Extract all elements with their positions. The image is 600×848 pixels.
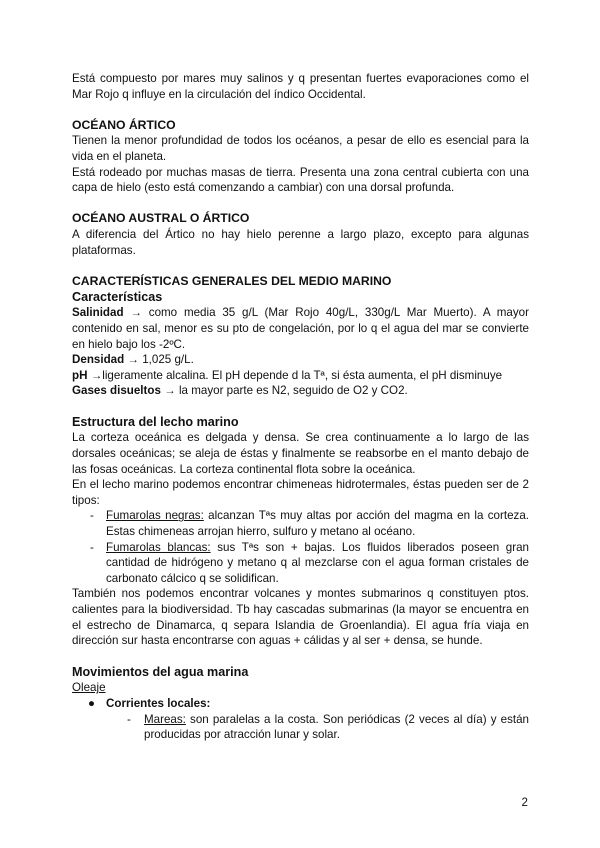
mareas-text: son paralelas a la costa. Son periódicas (2 veces al día) y están producidas por atracción lunar y solar. [144,712,529,742]
mareas-list [72,712,529,743]
oleaje-label: Oleaje [72,681,106,695]
list-item-fumarolas-blancas [72,540,529,587]
document-page [72,71,529,743]
fumarolas-negras-label: Fumarolas negras: [106,509,204,523]
salinidad-text: → como media 35 g/L (Mar Rojo 40g/L, 330g/L Mar Muerto). A mayor contenido en sal, menor es su pto de congelación, por lo q el agua del mar se convierte en hielo bajo los -2ºC. [72,306,529,351]
densidad-label: Densidad [72,353,125,367]
section-title-artico: OCÉANO ÁRTICO [72,117,176,132]
fumarolas-blancas-text: sus Tªs son + bajas. Los fluidos liberados poseen gran cantidad de hidrógeno y metano q al mezclarse con el agua forman cristales de carbonato cálcico q se solidifican. [106,540,530,585]
estructura-paragraph-3: También nos podemos encontrar volcanes y montes submarinos q constituyen ptos. calientes para la biodiversidad. Tb hay cascadas submarinas (la mayor se encuentra en el estrecho de Dinamarca, q separa Islandia de Groenlandia). El agua fría viaja en dirección sur hasta encontrarse con aguas + cálidas y al ser + densa, se hunde. [72,587,529,648]
bullet-icon: ● [88,696,96,710]
ph-label: pH [72,368,88,382]
artico-paragraph-2: Está rodeado por muchas masas de tierra. Presenta una zona central cubierta con una capa de hielo (esto está comenzando a cambiar) con una dorsal profunda. [72,165,529,195]
section-title-austral: OCÉANO AUSTRAL O ÁRTICO [72,211,250,226]
oleaje-subtitle [72,680,529,696]
section-title-caracteristicas: CARACTERÍSTICAS GENERALES DEL MEDIO MARINO [72,273,392,288]
densidad-paragraph [72,352,529,368]
dash-marker: - [90,540,94,554]
fumarolas-list [72,508,529,586]
ph-paragraph [72,368,529,384]
fumarolas-blancas-label: Fumarolas blancas: [106,540,211,554]
salinidad-paragraph [72,305,529,352]
section-title-estructura: Estructura del lecho marino [72,415,239,430]
corrientes-locales-label: Corrientes locales: [106,696,211,710]
page-number: 2 [521,796,528,809]
fumarolas-negras-text: alcanzan Tªs muy altas por acción del magma en la corteza. Estas chimeneas arrojan hierro, sulfuro y metano al océano. [106,509,529,539]
dash-marker: - [90,509,94,523]
salinidad-label: Salinidad [72,306,124,320]
intro-paragraph: Está compuesto por mares muy salinos y q presentan fuertes evaporaciones como el Mar Rojo q influye en la circulación del índico Occidental. [72,72,529,101]
gases-label: Gases disueltos [72,384,161,398]
estructura-paragraph-2: En el lecho marino podemos encontrar chimeneas hidrotermales, éstas pueden ser de 2 tipos: [72,478,529,507]
estructura-paragraph-1: La corteza oceánica es delgada y densa. Se crea continuamente a lo largo de las dorsales oceánicas; se aleja de éstas y finalmente se reabsorbe en el manto debajo de las fosas oceánicas. La corteza continental flota sobre la oceánica. [72,431,529,476]
austral-paragraph: A diferencia del Ártico no hay hielo perenne a largo plazo, excepto para algunas plataformas. [72,227,529,257]
subsection-title-caracteristicas: Características [72,290,163,305]
artico-paragraph-1: Tienen la menor profundidad de todos los océanos, a pesar de ello es esencial para la vida en el planeta. [72,134,529,163]
gases-text: → la mayor parte es N2, seguido de O2 y CO2. [160,384,408,398]
list-item-fumarolas-negras [72,508,529,539]
gases-paragraph [72,383,529,399]
section-title-movimientos: Movimientos del agua marina [72,665,249,680]
dash-marker: - [127,712,131,726]
densidad-text: → 1,025 g/L. [124,353,194,367]
list-item-mareas [72,712,529,743]
list-item-corrientes-locales [72,696,529,712]
ph-text: →ligeramente alcalina. El pH depende d la Tª, si ésta aumenta, el pH disminuye [87,368,503,382]
mareas-label: Mareas: [144,712,186,726]
corrientes-list [72,696,529,712]
